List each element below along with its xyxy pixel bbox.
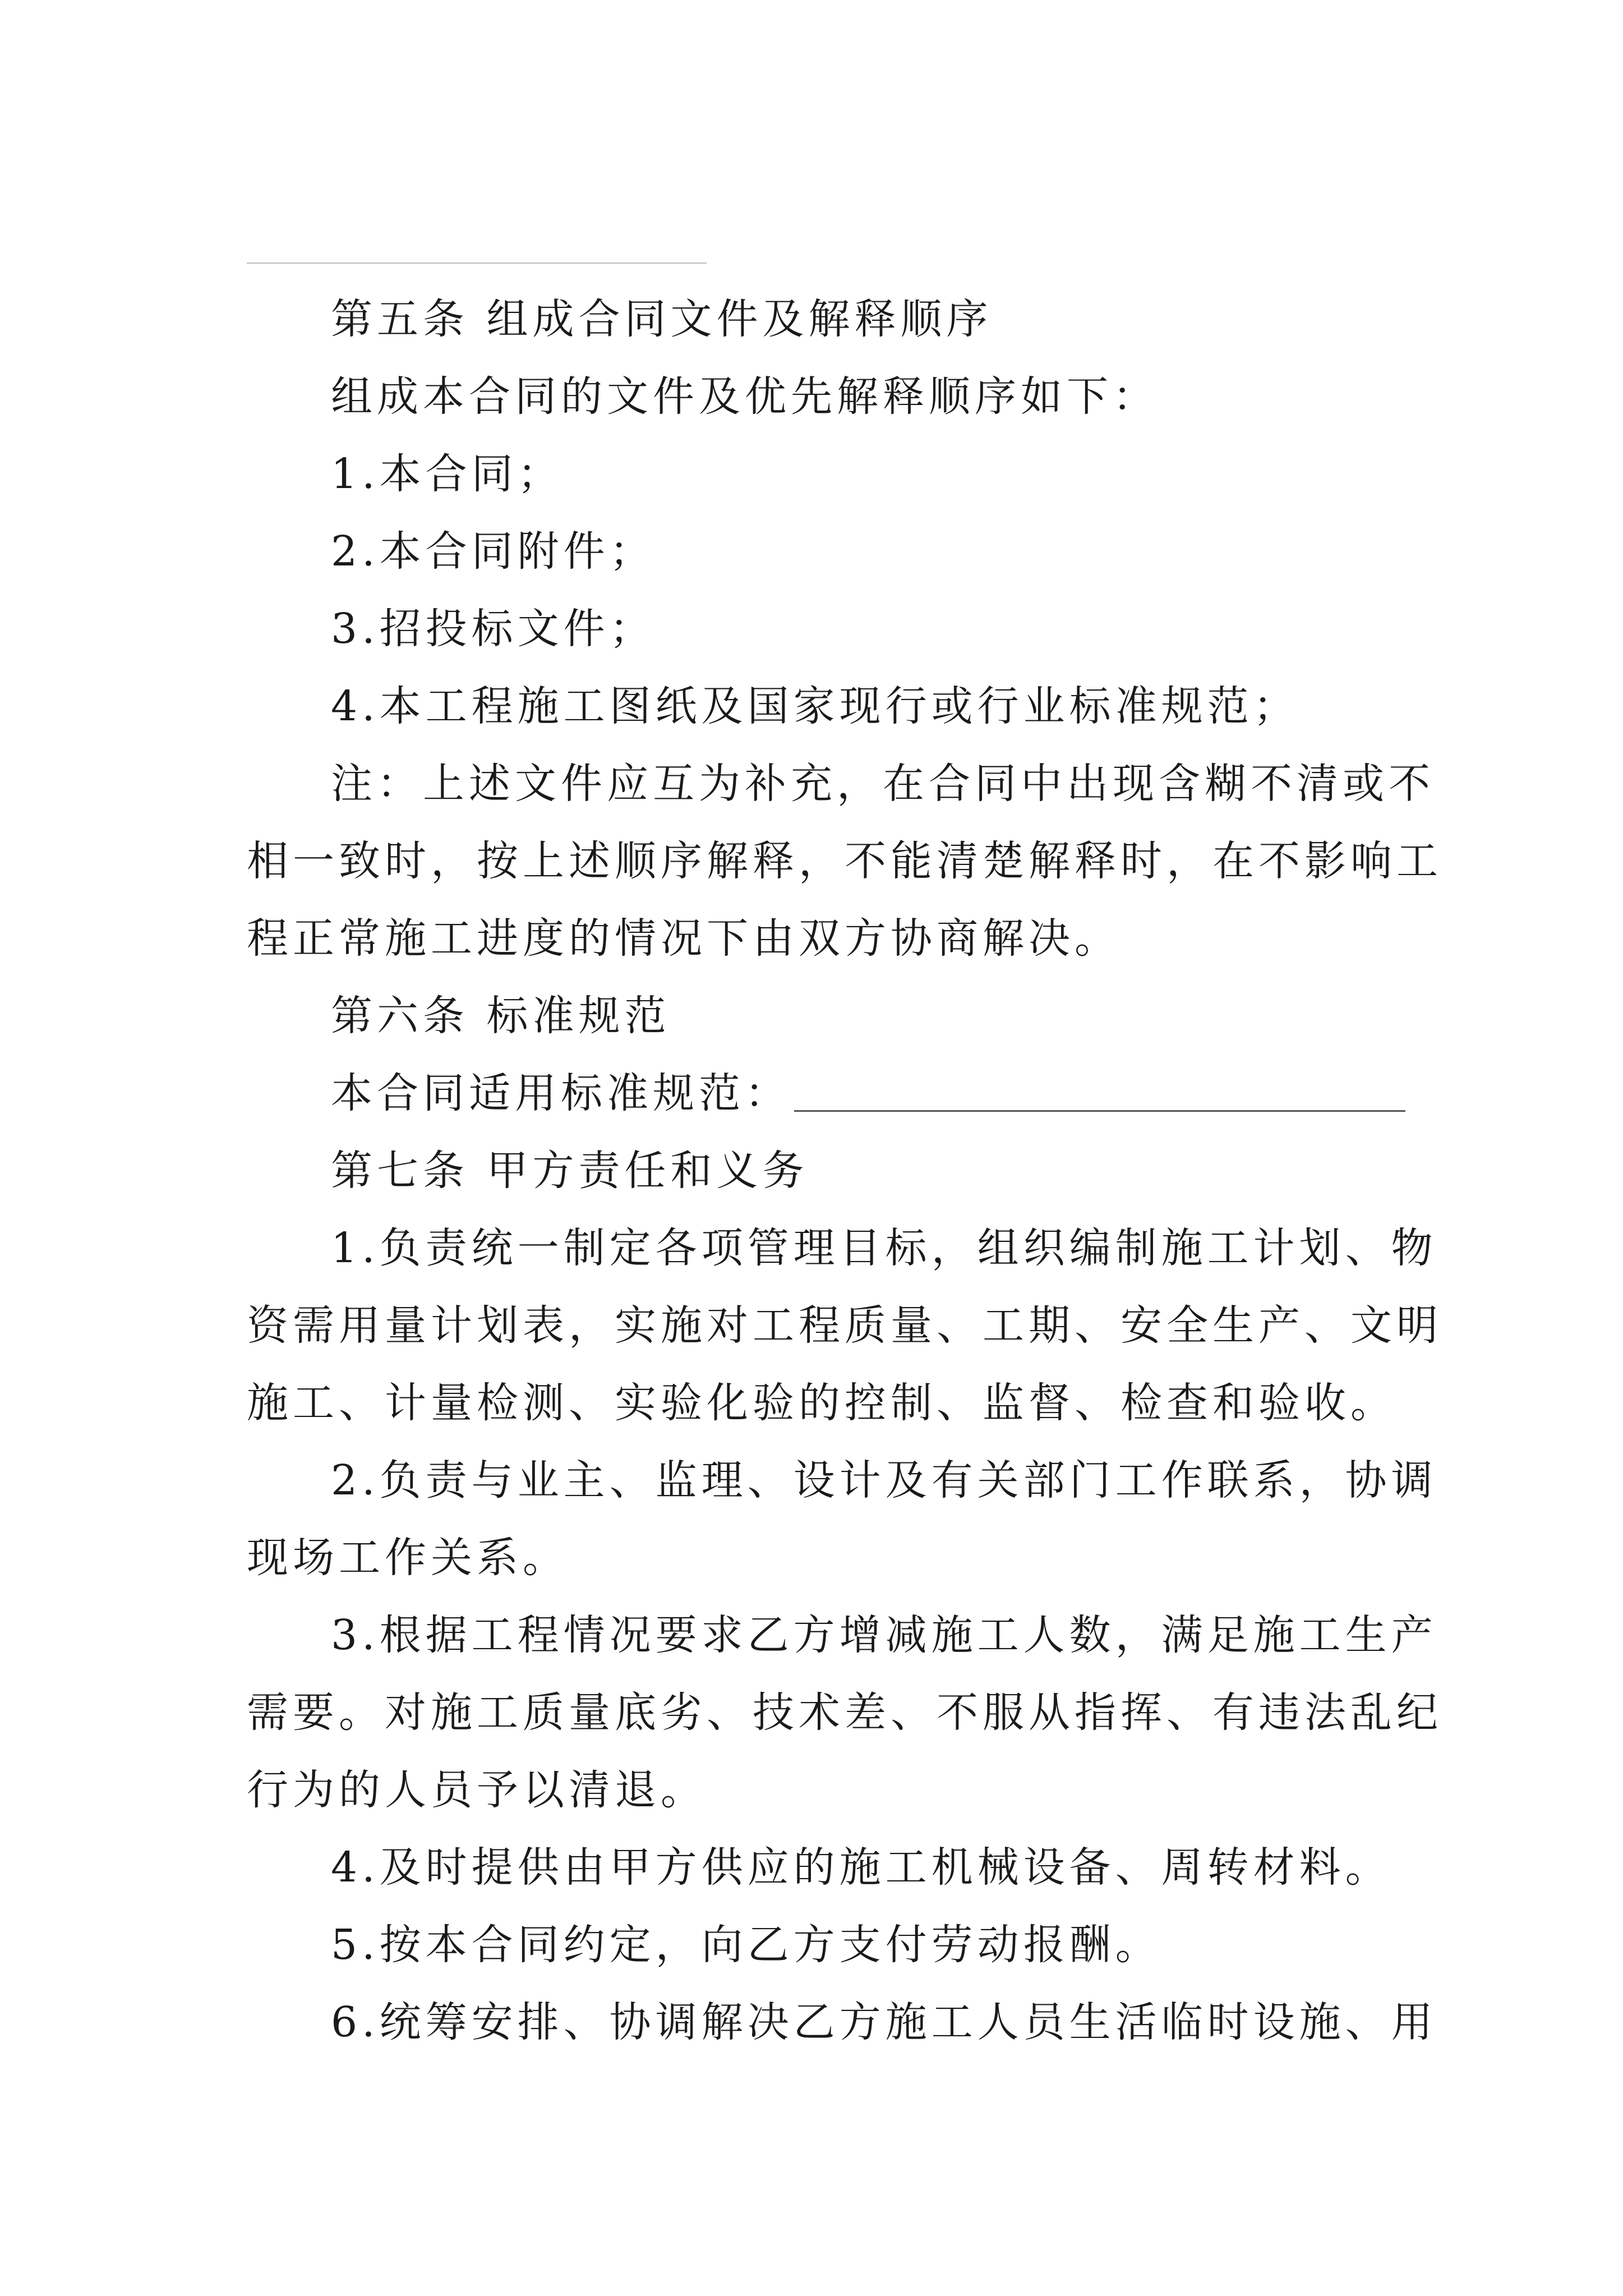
document-body (247, 280, 1442, 2061)
list-item: 4.本工程施工图纸及国家现行或行业标准规范； (331, 682, 1299, 730)
list-item-continued: 需要。对施工质量底劣、技术差、不服从指挥、有违法乱纪 (247, 1688, 1442, 1737)
note-paragraph-continued: 相一致时，按上述顺序解释，不能清楚解释时，在不影响工 (247, 837, 1442, 885)
header-rule (247, 263, 707, 264)
list-item-continued: 现场工作关系。 (247, 1534, 569, 1582)
list-item: 4.及时提供由甲方供应的施工机械设备、周转材料。 (331, 1843, 1391, 1892)
list-item: 2.本合同附件； (331, 527, 656, 576)
list-item-continued: 施工、计量检测、实验化验的控制、监督、检查和验收。 (247, 1379, 1396, 1427)
note-paragraph-continued: 程正常施工进度的情况下由双方协商解决。 (247, 914, 1121, 963)
list-item: 1.本合同； (331, 450, 564, 498)
list-item-continued: 资需用量计划表，实施对工程质量、工期、安全生产、文明 (247, 1301, 1442, 1350)
note-paragraph: 注：上述文件应互为补充，在合同中出现含糊不清或不 (331, 760, 1435, 808)
list-item: 3.根据工程情况要求乙方增减施工人数，满足施工生产 (331, 1611, 1437, 1659)
list-item-continued: 行为的人员予以清退。 (247, 1766, 707, 1814)
list-item: 5.按本合同约定，向乙方支付劳动报酬。 (331, 1921, 1161, 1969)
list-item: 3.招投标文件； (331, 605, 656, 653)
standards-label: 本合同适用标准规范： (331, 1069, 791, 1117)
standards-line (247, 1055, 1391, 1132)
paragraph: 组成本合同的文件及优先解释顺序如下： (331, 372, 1159, 421)
article-6-heading: 第六条 标准规范 (331, 992, 671, 1040)
list-item: 1.负责统一制定各项管理目标，组织编制施工计划、物 (331, 1224, 1437, 1272)
standards-blank (794, 1076, 1405, 1112)
list-item: 6.统筹安排、协调解决乙方施工人员生活临时设施、用 (331, 1998, 1437, 2046)
list-item: 2.负责与业主、监理、设计及有关部门工作联系，协调 (331, 1456, 1437, 1504)
article-5-heading: 第五条 组成合同文件及解释顺序 (331, 295, 993, 343)
article-7-heading: 第七条 甲方责任和义务 (331, 1147, 809, 1195)
